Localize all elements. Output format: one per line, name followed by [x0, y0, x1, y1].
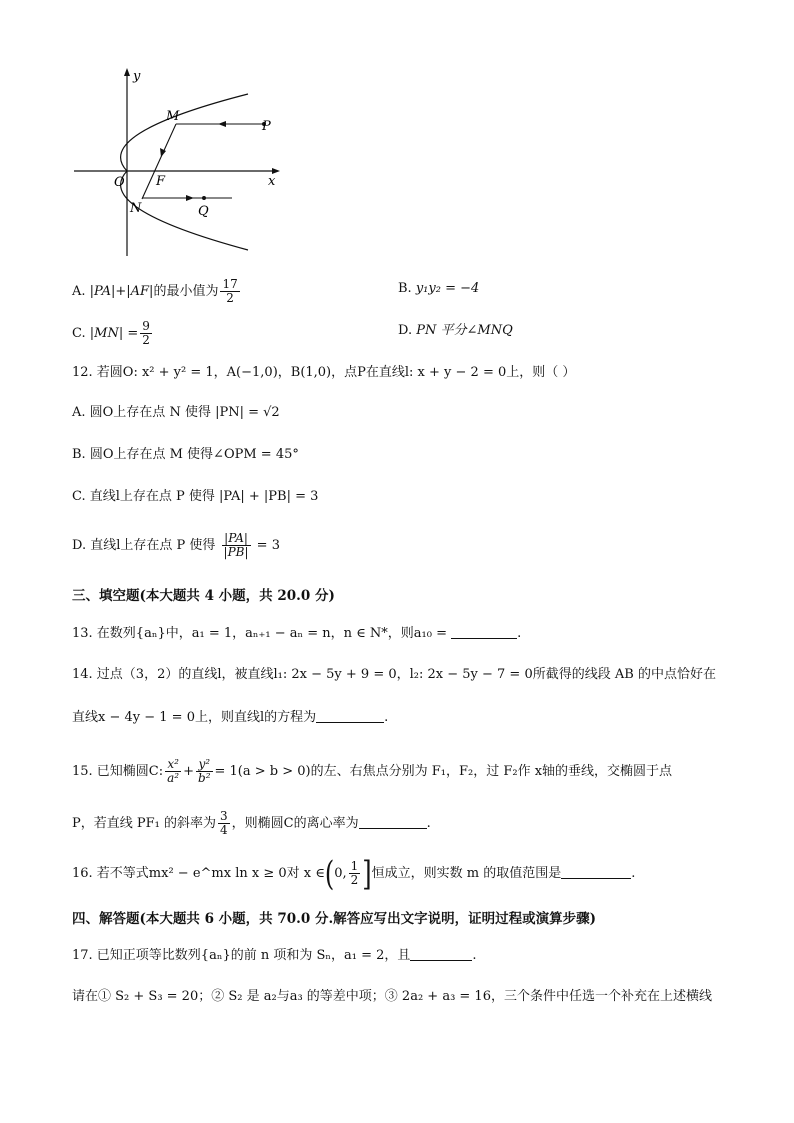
frac-den: b²: [198, 771, 211, 785]
option-d-text: PN 平分∠MNQ: [416, 323, 513, 338]
q16-text-post: 恒成立，则实数 m 的取值范围是: [371, 866, 562, 881]
frac-den: 4: [220, 823, 228, 837]
q15-end: .: [426, 816, 431, 831]
label-y: y: [133, 69, 141, 84]
answer-blank: [359, 814, 427, 829]
option-letter: A.: [72, 284, 86, 299]
frac-num: 3: [220, 809, 228, 823]
plus-sign: +: [183, 764, 195, 779]
q16-end: .: [631, 866, 636, 881]
q15-text-post: ，则椭圆C的离心率为: [231, 816, 359, 831]
frac-num: 17: [222, 277, 238, 291]
option-letter: B.: [398, 281, 412, 296]
q15-fraction-y: [196, 758, 213, 785]
option-d-text: D. 直线l上存在点 P 使得: [72, 538, 216, 553]
frac-den: 2: [350, 873, 359, 887]
q11-option-d: [398, 322, 513, 340]
q11-option-a: [72, 278, 242, 305]
q16-text: 16. 若不等式mx² − e^mx ln x ≥ 0对 x ∈: [72, 866, 325, 881]
q13-text: 13. 在数列{aₙ}中，a₁ = 1，aₙ₊₁ − aₙ = n，n ∈ N*，则a₁₀ =: [72, 626, 452, 641]
q15-text: P，若直线 PF₁ 的斜率为: [72, 816, 216, 831]
label-o: O: [114, 175, 125, 190]
q14-end: .: [384, 710, 389, 725]
q13: [72, 624, 521, 643]
option-letter: D.: [398, 323, 413, 338]
option-a-expr: |PA|+|AF|: [89, 284, 154, 299]
q11-option-c: [72, 320, 154, 347]
q12-option-c: C. 直线l上存在点 P 使得 |PA| + |PB| = 3: [72, 489, 319, 504]
q14-text: 直线x − 4y − 1 = 0上，则直线l的方程为: [72, 710, 317, 725]
frac-num: 1: [350, 859, 359, 873]
frac-den: a²: [167, 771, 180, 785]
q15-line-2: [72, 810, 431, 837]
label-x: x: [268, 174, 276, 189]
q17-line-2: 请在① S₂ + S₃ = 20；② S₂ 是 a₂与a₃ 的等差中项；③ 2a₂ + a₃ = 16，三个条件中任选一个补充在上述横线: [72, 989, 712, 1004]
ray-nq-arrow-icon: [186, 195, 194, 201]
q15-fraction-slope: [218, 810, 230, 837]
q15-fraction-x: [165, 758, 181, 785]
option-a-text: 的最小值为: [153, 284, 219, 299]
answer-blank: [316, 708, 384, 723]
q17-line-1: [72, 946, 477, 965]
q15-text: 15. 已知椭圆C:: [72, 764, 164, 779]
frac-num: |PA|: [222, 532, 251, 546]
parabola-curve: [121, 94, 248, 250]
option-a-fraction: [220, 278, 239, 305]
option-b-text: y₁y₂ = −4: [415, 281, 480, 296]
option-letter: C.: [72, 326, 86, 341]
interval-right-bracket: ]: [362, 853, 372, 894]
label-q: Q: [198, 204, 209, 219]
option-c-text: |MN| =: [89, 326, 139, 341]
q12-option-b: B. 圆O上存在点 M 使得∠OPM = 45°: [72, 447, 299, 462]
label-f: F: [156, 174, 166, 189]
q11-option-b: [398, 280, 479, 298]
q14-line-1: 14. 过点（3，2）的直线l，被直线l₁: 2x − 5y + 9 = 0，l₂: 2x − 5y − 7 = 0所截得的线段 AB 的中点恰好在: [72, 667, 716, 682]
frac-num: 9: [142, 319, 150, 333]
q14-line-2: [72, 708, 388, 727]
interval-left-paren: (: [324, 853, 335, 894]
option-c-fraction: [140, 320, 152, 347]
label-p: P: [262, 119, 271, 134]
answer-blank: [561, 864, 631, 879]
option-d-fraction: [222, 532, 251, 559]
frac-num: x²: [165, 758, 181, 772]
frac-den: 2: [142, 333, 150, 347]
frac-den: 2: [226, 291, 234, 305]
answer-blank: [410, 946, 472, 961]
interval-left: 0,: [334, 866, 347, 881]
section-3-heading: 三、填空题(本大题共 4 小题，共 20.0 分): [72, 588, 335, 604]
q15-line-1: [72, 758, 672, 785]
answer-blank: [451, 624, 517, 639]
q13-end: .: [517, 626, 522, 641]
option-d-value: = 3: [256, 538, 280, 553]
frac-den: |PB|: [223, 545, 249, 559]
q17-end: .: [472, 948, 477, 963]
frac-num: y²: [196, 758, 213, 772]
ray-pm-arrow-icon: [218, 121, 226, 127]
q12-option-a: A. 圆O上存在点 N 使得 |PN| = √2: [72, 405, 280, 420]
q12-stem: 12. 若圆O: x² + y² = 1，A(−1,0)，B(1,0)，点P在直线l: x + y − 2 = 0上，则（ ）: [72, 365, 576, 380]
section-4-heading: 四、解答题(本大题共 6 小题，共 70.0 分.解答应写出文字说明，证明过程或演算步骤): [72, 911, 597, 927]
point-q-dot: [202, 196, 206, 200]
q12-option-d: [72, 532, 280, 559]
label-n: N: [130, 201, 142, 216]
q15-text-post: = 1(a > b > 0)的左、右焦点分别为 F₁，F₂，过 F₂作 x轴的垂线，交椭圆于点: [214, 764, 673, 779]
parabola-figure: [70, 64, 290, 264]
q16-fraction: [349, 860, 361, 887]
label-m: M: [166, 109, 180, 124]
y-axis-arrow-icon: [124, 68, 130, 76]
q16: [72, 853, 636, 894]
q17-text: 17. 已知正项等比数列{aₙ}的前 n 项和为 Sₙ，a₁ = 2，且: [72, 948, 411, 963]
